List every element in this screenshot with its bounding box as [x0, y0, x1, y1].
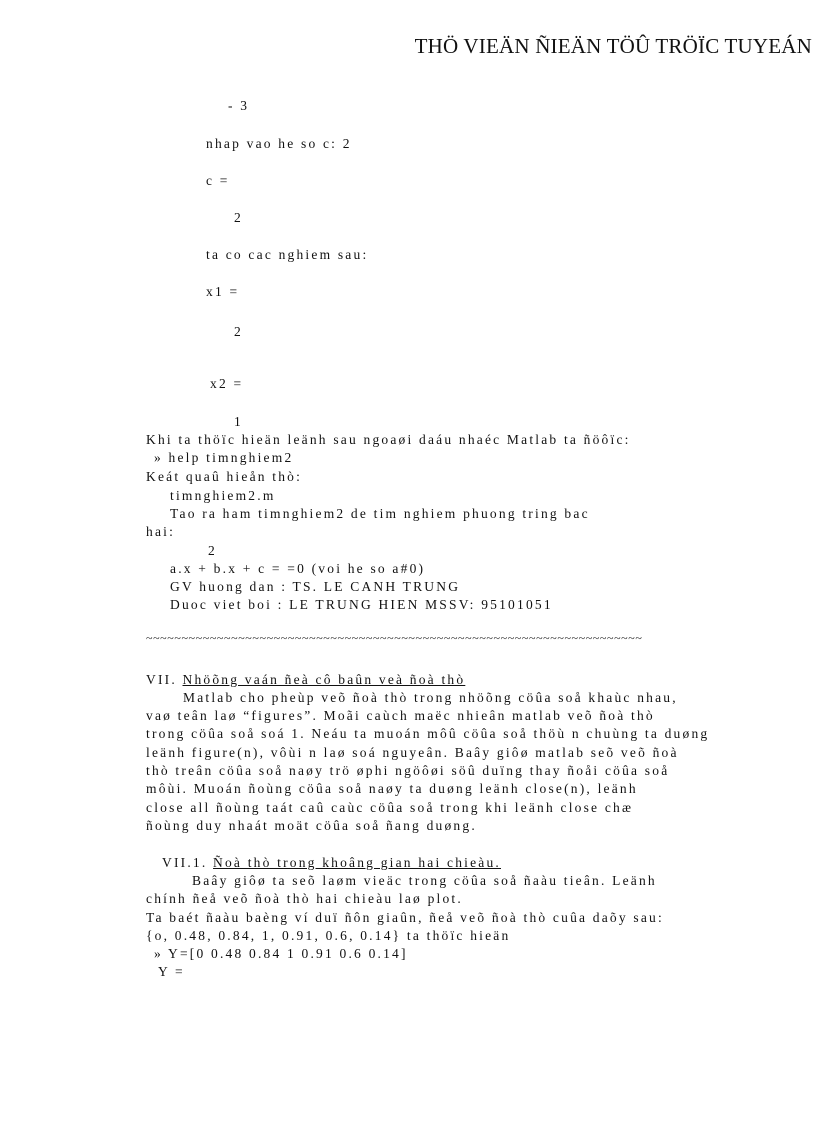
- help-intro: Khi ta thöïc hieän leänh sau ngoaøi daáu nhaéc Matlab ta ñöôïc:: [146, 432, 631, 447]
- paragraph-line: chính ñeå veõ ñoà thò hai chieàu laø plot.: [146, 891, 463, 906]
- help-exponent: 2: [208, 543, 217, 558]
- help-command: » help timnghiem2: [154, 450, 294, 465]
- section-heading: [146, 672, 465, 688]
- help-instructor: GV huong dan : TS. LE CANH TRUNG: [170, 579, 461, 594]
- paragraph-line: close all ñoùng taát caû caùc cöûa soå trong khi leänh close chæ: [146, 800, 634, 815]
- output-line: c =: [206, 173, 230, 188]
- paragraph-line: vaø teân laø “figures”. Moãi caùch maëc nhieân matlab veõ ñoà thò: [146, 708, 655, 723]
- output-line: x1 =: [206, 284, 240, 299]
- page-header-title: THÖ VIEÄN ÑIEÄN TÖÛ TRÖÏC TUYEÁN: [414, 34, 812, 58]
- output-line: 2: [234, 210, 243, 225]
- paragraph-line: leänh figure(n), vôùi n laø soá nguyeân. Baây giôø matlab seõ veõ ñoà: [146, 745, 679, 760]
- output-line: nhap vao he so c: 2: [206, 136, 352, 151]
- output-line: - 3: [228, 98, 250, 113]
- paragraph-line: môùi. Muoán ñoùng cöûa soå naøy ta duøng leänh close(n), leänh: [146, 781, 638, 796]
- subsection-number: VII.1.: [162, 855, 208, 870]
- paragraph-line: Matlab cho pheùp veõ ñoà thò trong nhöõng cöûa soå khaùc nhau,: [183, 690, 678, 705]
- section-number: VII.: [146, 672, 177, 687]
- output-line: x2 =: [210, 376, 244, 391]
- help-equation: a.x + b.x + c = =0 (voi he so a#0): [170, 561, 426, 576]
- subsection-heading: [162, 855, 501, 871]
- tilde-separator: ~~~~~~~~~~~~~~~~~~~~~~~~~~~~~~~~~~~~~~~~~~~~~~~~~~~~~~~~~~~~~~~~~~~~~~: [146, 631, 643, 645]
- help-line: hai:: [146, 524, 176, 539]
- output-line: ta co cac nghiem sau:: [206, 247, 369, 262]
- help-author: Duoc viet boi : LE TRUNG HIEN MSSV: 95101051: [170, 597, 553, 612]
- help-result-label: Keát quaû hieån thò:: [146, 469, 303, 484]
- help-line: timnghiem2.m: [170, 488, 276, 503]
- paragraph-line: Ta baét ñaàu baèng ví duï ñôn giaûn, ñeå veõ ñoà thò cuûa daõy sau:: [146, 910, 664, 925]
- paragraph-line: ñoùng duy nhaát moät cöûa soå ñang duøng.: [146, 818, 477, 833]
- output-line: 2: [234, 324, 243, 339]
- output-line: 1: [234, 414, 243, 429]
- section-title: Nhöõng vaán ñeà cô baûn veà ñoà thò: [182, 672, 466, 687]
- help-line: Tao ra ham timnghiem2 de tim nghiem phuong tring bac: [170, 506, 590, 521]
- subsection-title: Ñoà thò trong khoâng gian hai chieàu.: [213, 855, 501, 870]
- paragraph-line: {o, 0.48, 0.84, 1, 0.91, 0.6, 0.14} ta thöïc hieän: [146, 928, 511, 943]
- code-line: Y =: [158, 964, 185, 979]
- paragraph-line: Baây giôø ta seõ laøm vieäc trong cöûa soå ñaàu tieân. Leänh: [192, 873, 657, 888]
- paragraph-line: trong cöûa soå soá 1. Neáu ta muoán môû cöûa soå thöù n chuùng ta duøng: [146, 726, 710, 741]
- code-line: » Y=[0 0.48 0.84 1 0.91 0.6 0.14]: [154, 946, 408, 961]
- paragraph-line: thò treân cöûa soå naøy trö øphi ngöôøi söû duïng thay ñoåi cöûa soå: [146, 763, 670, 778]
